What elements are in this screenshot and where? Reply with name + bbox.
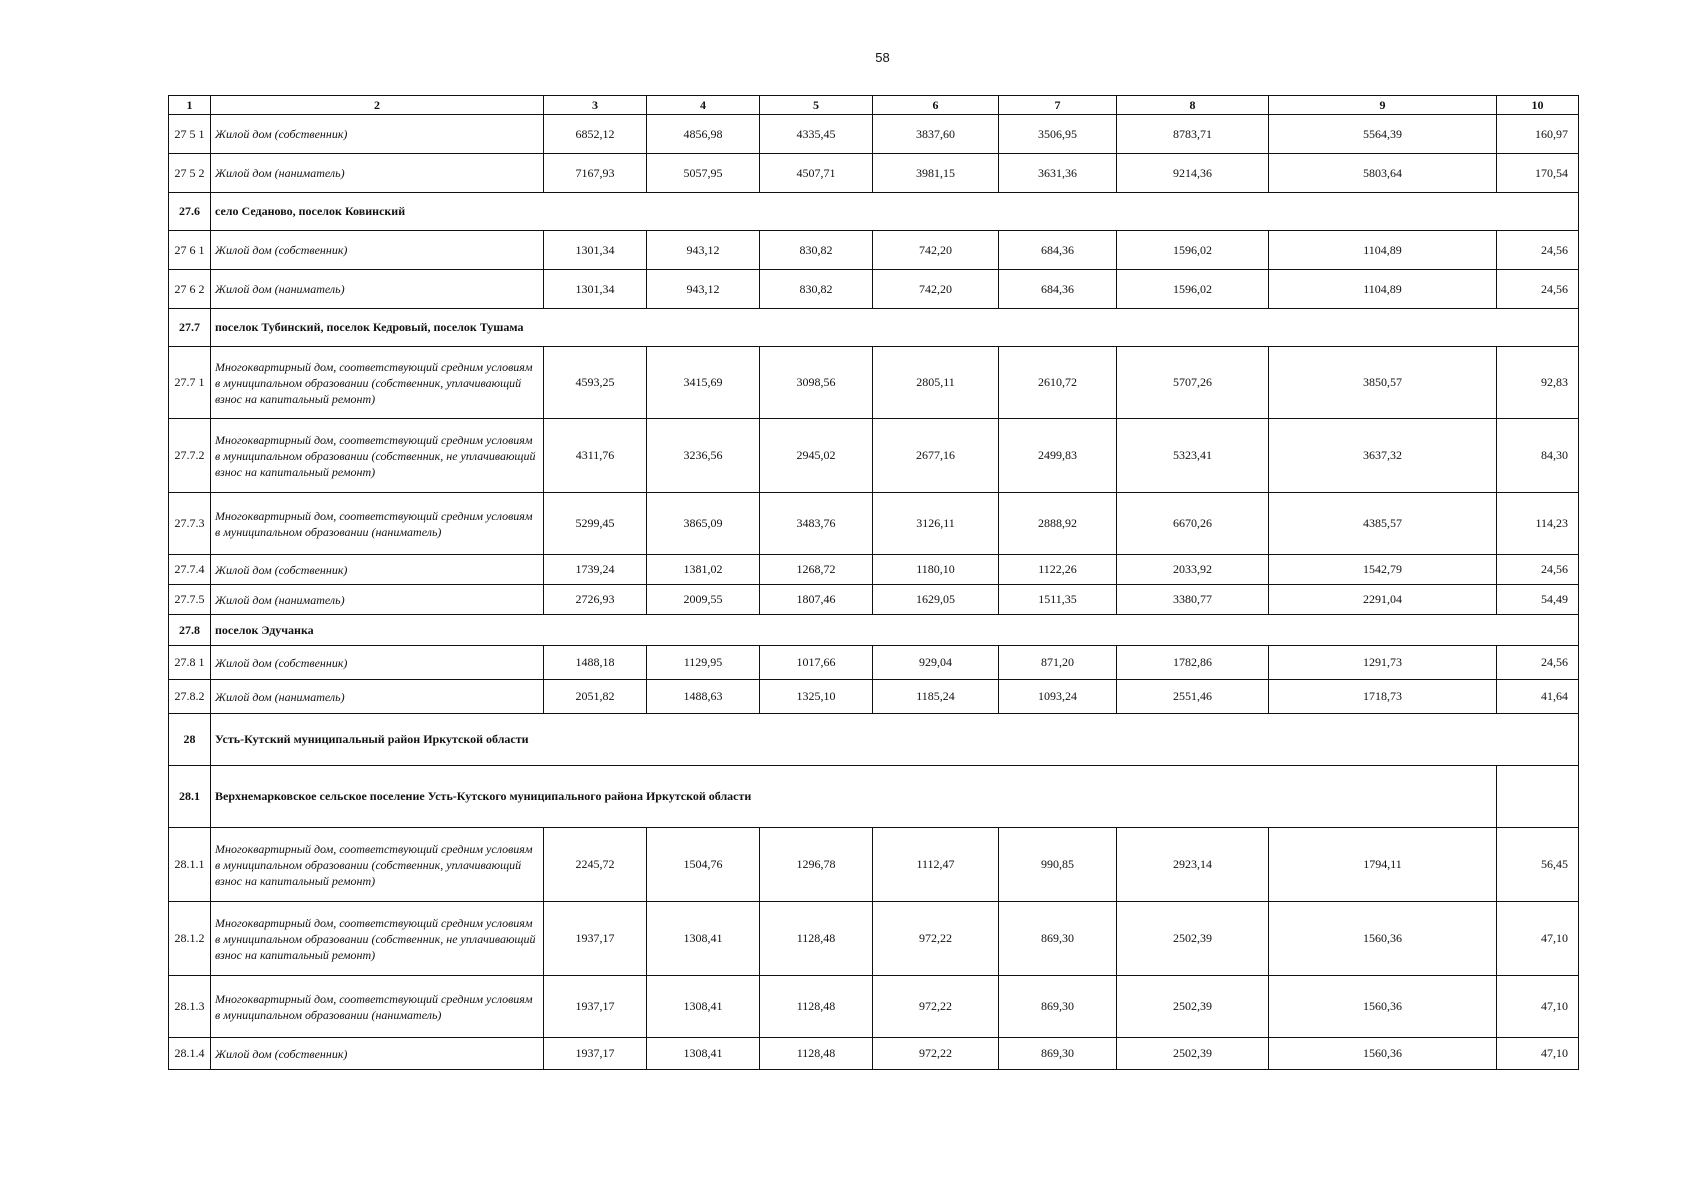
row-value: 2009,55 xyxy=(647,585,760,615)
row-value: 1308,41 xyxy=(647,976,760,1038)
row-name: Многоквартирный дом, соответствующий средним условиям в муниципальном образовании (собственник, не уплачивающий взнос на капитальный ремонт) xyxy=(211,902,544,976)
row-value: 1128,48 xyxy=(760,902,873,976)
row-value: 4593,25 xyxy=(544,347,647,419)
table-row xyxy=(169,270,1579,309)
row-value: 1937,17 xyxy=(544,902,647,976)
row-value: 1560,36 xyxy=(1269,976,1497,1038)
column-header: 1 xyxy=(169,96,211,115)
table-row xyxy=(169,828,1579,902)
row-value: 9214,36 xyxy=(1117,154,1269,193)
row-value: 929,04 xyxy=(873,646,999,680)
column-header: 7 xyxy=(999,96,1117,115)
row-name: Многоквартирный дом, соответствующий средним условиям в муниципальном образовании (собственник, уплачивающий взнос на капитальный ремонт) xyxy=(211,828,544,902)
row-name: Многоквартирный дом, соответствующий средним условиям в муниципальном образовании (собственник, не уплачивающий взнос на капитальный ремонт) xyxy=(211,419,544,493)
row-name: Жилой дом (наниматель) xyxy=(211,154,544,193)
row-value: 2923,14 xyxy=(1117,828,1269,902)
row-value: 5707,26 xyxy=(1117,347,1269,419)
row-value: 3850,57 xyxy=(1269,347,1497,419)
row-value: 1268,72 xyxy=(760,555,873,585)
column-header: 4 xyxy=(647,96,760,115)
section-title: село Седаново, поселок Ковинский xyxy=(211,193,1579,231)
column-header: 8 xyxy=(1117,96,1269,115)
row-value: 684,36 xyxy=(999,231,1117,270)
row-code: 28.1.2 xyxy=(169,902,211,976)
row-value: 5564,39 xyxy=(1269,115,1497,154)
row-value: 2033,92 xyxy=(1117,555,1269,585)
row-value: 3098,56 xyxy=(760,347,873,419)
row-value: 1511,35 xyxy=(999,585,1117,615)
row-value: 170,54 xyxy=(1497,154,1579,193)
row-value: 871,20 xyxy=(999,646,1117,680)
row-value: 4385,57 xyxy=(1269,493,1497,555)
row-code: 27.7.4 xyxy=(169,555,211,585)
row-code: 27.7 1 xyxy=(169,347,211,419)
row-value: 1937,17 xyxy=(544,976,647,1038)
row-name: Жилой дом (собственник) xyxy=(211,115,544,154)
table-row xyxy=(169,493,1579,555)
row-code: 27 5 2 xyxy=(169,154,211,193)
row-value: 2551,46 xyxy=(1117,680,1269,714)
row-code: 27 6 2 xyxy=(169,270,211,309)
table-row xyxy=(169,347,1579,419)
row-code: 28.1 xyxy=(169,766,211,828)
table-row xyxy=(169,680,1579,714)
row-value: 1739,24 xyxy=(544,555,647,585)
row-value: 684,36 xyxy=(999,270,1117,309)
row-name: Жилой дом (наниматель) xyxy=(211,270,544,309)
row-value: 1782,86 xyxy=(1117,646,1269,680)
row-value: 1596,02 xyxy=(1117,231,1269,270)
row-code: 27.7 xyxy=(169,309,211,347)
row-code: 27.8.2 xyxy=(169,680,211,714)
table-row xyxy=(169,646,1579,680)
column-header: 9 xyxy=(1269,96,1497,115)
row-value: 47,10 xyxy=(1497,1038,1579,1070)
row-value: 1937,17 xyxy=(544,1038,647,1070)
row-value: 24,56 xyxy=(1497,270,1579,309)
column-header: 6 xyxy=(873,96,999,115)
row-value: 1629,05 xyxy=(873,585,999,615)
row-value: 4507,71 xyxy=(760,154,873,193)
section-title: Верхнемарковское сельское поселение Усть-Кутского муниципального района Иркутской области xyxy=(211,766,1497,828)
table-row xyxy=(169,1038,1579,1070)
column-header: 3 xyxy=(544,96,647,115)
row-value: 1596,02 xyxy=(1117,270,1269,309)
row-value: 1381,02 xyxy=(647,555,760,585)
row-value: 742,20 xyxy=(873,231,999,270)
row-value: 5323,41 xyxy=(1117,419,1269,493)
row-value: 2888,92 xyxy=(999,493,1117,555)
row-value: 869,30 xyxy=(999,902,1117,976)
row-value: 830,82 xyxy=(760,270,873,309)
row-value: 24,56 xyxy=(1497,231,1579,270)
row-value: 869,30 xyxy=(999,1038,1117,1070)
section-title: поселок Эдучанка xyxy=(211,615,1579,646)
row-value: 943,12 xyxy=(647,270,760,309)
row-code: 27.7.5 xyxy=(169,585,211,615)
row-value: 3506,95 xyxy=(999,115,1117,154)
row-value: 2291,04 xyxy=(1269,585,1497,615)
row-value: 2502,39 xyxy=(1117,1038,1269,1070)
row-value: 3380,77 xyxy=(1117,585,1269,615)
row-value: 2610,72 xyxy=(999,347,1117,419)
row-code: 28.1.4 xyxy=(169,1038,211,1070)
row-code: 27.8 1 xyxy=(169,646,211,680)
section-row xyxy=(169,615,1579,646)
row-value: 1122,26 xyxy=(999,555,1117,585)
row-value: 1128,48 xyxy=(760,1038,873,1070)
row-value: 24,56 xyxy=(1497,555,1579,585)
row-value: 3126,11 xyxy=(873,493,999,555)
row-value: 24,56 xyxy=(1497,646,1579,680)
row-value: 47,10 xyxy=(1497,976,1579,1038)
row-value: 972,22 xyxy=(873,1038,999,1070)
row-value: 5299,45 xyxy=(544,493,647,555)
row-code: 28.1.1 xyxy=(169,828,211,902)
row-code: 28.1.3 xyxy=(169,976,211,1038)
row-value: 5057,95 xyxy=(647,154,760,193)
row-name: Жилой дом (наниматель) xyxy=(211,680,544,714)
row-code: 27 5 1 xyxy=(169,115,211,154)
row-value: 160,97 xyxy=(1497,115,1579,154)
section-title: Усть-Кутский муниципальный район Иркутской области xyxy=(211,714,1579,766)
column-header: 5 xyxy=(760,96,873,115)
section-row xyxy=(169,193,1579,231)
row-value: 56,45 xyxy=(1497,828,1579,902)
column-header: 2 xyxy=(211,96,544,115)
row-value: 1308,41 xyxy=(647,902,760,976)
row-value: 943,12 xyxy=(647,231,760,270)
row-value: 2245,72 xyxy=(544,828,647,902)
row-value: 114,23 xyxy=(1497,493,1579,555)
row-value: 1291,73 xyxy=(1269,646,1497,680)
row-value: 1794,11 xyxy=(1269,828,1497,902)
row-value: 2726,93 xyxy=(544,585,647,615)
row-value: 41,64 xyxy=(1497,680,1579,714)
row-name: Жилой дом (собственник) xyxy=(211,555,544,585)
row-value: 1718,73 xyxy=(1269,680,1497,714)
row-value: 1542,79 xyxy=(1269,555,1497,585)
row-value: 2677,16 xyxy=(873,419,999,493)
row-value: 2502,39 xyxy=(1117,902,1269,976)
row-value: 1488,63 xyxy=(647,680,760,714)
row-name: Жилой дом (собственник) xyxy=(211,646,544,680)
row-value: 1301,34 xyxy=(544,270,647,309)
row-value: 1504,76 xyxy=(647,828,760,902)
row-code: 28 xyxy=(169,714,211,766)
row-code: 27.6 xyxy=(169,193,211,231)
row-value: 972,22 xyxy=(873,902,999,976)
row-value: 1488,18 xyxy=(544,646,647,680)
row-value: 2499,83 xyxy=(999,419,1117,493)
table-row xyxy=(169,154,1579,193)
row-name: Многоквартирный дом, соответствующий средним условиям в муниципальном образовании (наниматель) xyxy=(211,493,544,555)
table-row xyxy=(169,585,1579,615)
row-value: 2805,11 xyxy=(873,347,999,419)
section-row xyxy=(169,714,1579,766)
row-value: 1112,47 xyxy=(873,828,999,902)
row-value: 2502,39 xyxy=(1117,976,1269,1038)
row-value: 2945,02 xyxy=(760,419,873,493)
page-number: 58 xyxy=(875,50,890,65)
section-title: поселок Тубинский, поселок Кедровый, поселок Тушама xyxy=(211,309,1579,347)
row-value: 8783,71 xyxy=(1117,115,1269,154)
row-value: 1325,10 xyxy=(760,680,873,714)
table-row xyxy=(169,419,1579,493)
column-header: 10 xyxy=(1497,96,1579,115)
row-value: 3631,36 xyxy=(999,154,1117,193)
row-value: 1129,95 xyxy=(647,646,760,680)
row-value: 3637,32 xyxy=(1269,419,1497,493)
row-value: 1560,36 xyxy=(1269,902,1497,976)
row-value: 4335,45 xyxy=(760,115,873,154)
row-name: Многоквартирный дом, соответствующий средним условиям в муниципальном образовании (наниматель) xyxy=(211,976,544,1038)
row-value: 4856,98 xyxy=(647,115,760,154)
row-value: 1296,78 xyxy=(760,828,873,902)
row-value: 742,20 xyxy=(873,270,999,309)
row-value: 972,22 xyxy=(873,976,999,1038)
row-value: 3981,15 xyxy=(873,154,999,193)
row-value: 990,85 xyxy=(999,828,1117,902)
section-row xyxy=(169,309,1579,347)
row-code: 27.7.2 xyxy=(169,419,211,493)
row-value: 869,30 xyxy=(999,976,1117,1038)
table-row xyxy=(169,231,1579,270)
row-value: 830,82 xyxy=(760,231,873,270)
row-value: 6852,12 xyxy=(544,115,647,154)
row-code: 27 6 1 xyxy=(169,231,211,270)
row-value: 47,10 xyxy=(1497,902,1579,976)
row-value: 2051,82 xyxy=(544,680,647,714)
table-row xyxy=(169,976,1579,1038)
row-value: 1104,89 xyxy=(1269,231,1497,270)
section-row xyxy=(169,766,1579,828)
table-row xyxy=(169,555,1579,585)
row-value: 3236,56 xyxy=(647,419,760,493)
row-code: 27.8 xyxy=(169,615,211,646)
row-value: 3415,69 xyxy=(647,347,760,419)
row-value: 3837,60 xyxy=(873,115,999,154)
row-value: 1308,41 xyxy=(647,1038,760,1070)
row-value: 7167,93 xyxy=(544,154,647,193)
row-value: 6670,26 xyxy=(1117,493,1269,555)
row-value: 1301,34 xyxy=(544,231,647,270)
empty-cell xyxy=(1497,766,1579,828)
row-value: 1104,89 xyxy=(1269,270,1497,309)
row-value: 5803,64 xyxy=(1269,154,1497,193)
row-name: Жилой дом (собственник) xyxy=(211,1038,544,1070)
table-row xyxy=(169,902,1579,976)
row-value: 3483,76 xyxy=(760,493,873,555)
row-value: 1807,46 xyxy=(760,585,873,615)
row-value: 54,49 xyxy=(1497,585,1579,615)
table-row xyxy=(169,115,1579,154)
row-name: Многоквартирный дом, соответствующий средним условиям в муниципальном образовании (собственник, уплачивающий взнос на капитальный ремонт) xyxy=(211,347,544,419)
row-value: 4311,76 xyxy=(544,419,647,493)
row-name: Жилой дом (наниматель) xyxy=(211,585,544,615)
row-value: 1128,48 xyxy=(760,976,873,1038)
row-value: 1017,66 xyxy=(760,646,873,680)
row-value: 84,30 xyxy=(1497,419,1579,493)
row-code: 27.7.3 xyxy=(169,493,211,555)
row-name: Жилой дом (собственник) xyxy=(211,231,544,270)
row-value: 3865,09 xyxy=(647,493,760,555)
header-row xyxy=(169,96,1579,115)
row-value: 1093,24 xyxy=(999,680,1117,714)
row-value: 1180,10 xyxy=(873,555,999,585)
row-value: 1185,24 xyxy=(873,680,999,714)
tariff-table xyxy=(168,95,1579,1070)
row-value: 92,83 xyxy=(1497,347,1579,419)
row-value: 1560,36 xyxy=(1269,1038,1497,1070)
